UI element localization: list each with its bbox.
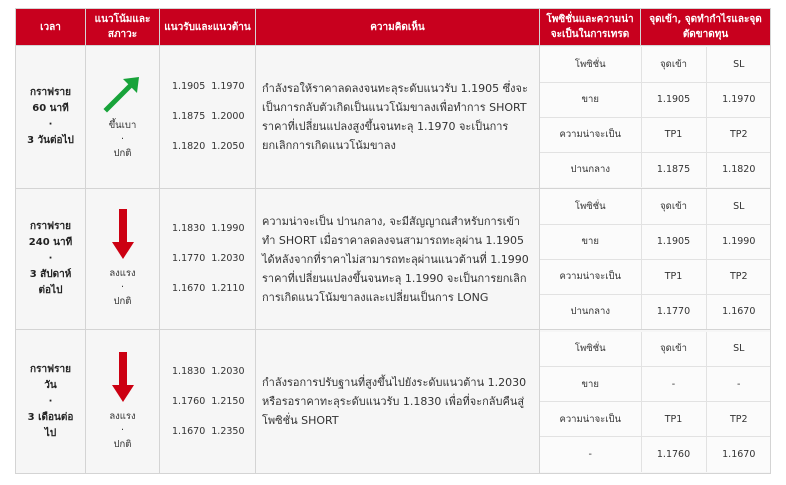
trend-cell: ขึ้นเบา · ปกติ xyxy=(86,46,160,189)
grid-row xyxy=(540,332,771,367)
grid-cell: 1.1670 xyxy=(706,437,771,472)
grid-row xyxy=(540,189,771,224)
trend-label: ลงแรง xyxy=(109,410,136,422)
level-pair xyxy=(160,102,255,132)
grid-cell: 1.1770 xyxy=(641,294,706,329)
level-pair xyxy=(160,72,255,102)
level-value: 1.2030 xyxy=(211,253,245,264)
grid-cell: - xyxy=(706,367,771,402)
position-grid-cell xyxy=(540,189,771,330)
level-pair xyxy=(160,132,255,162)
level-value: 1.1990 xyxy=(211,223,245,234)
trend-label: ลงแรง xyxy=(109,268,136,279)
condition-label: ปกติ xyxy=(113,296,132,307)
position-grid xyxy=(540,47,771,187)
comment-cell: กำลังรอให้ราคาลดลงจนทะลุระดับแนวรับ 1.1905 ซึ่งจะเป็นการกลับตัวเกิดเป็นแนวโน้มขาลงเพื่อทำการ SHORT ราคาที่เปลี่ยนแปลงสูงขึ้นจนทะลุ 1.1970 จะเป็นการยกเลิกการเกิดแนวโน้มขาลง xyxy=(256,46,540,189)
level-pair xyxy=(160,417,255,447)
grid-cell: SL xyxy=(706,47,771,82)
table-row xyxy=(16,46,771,189)
grid-row xyxy=(540,82,771,117)
timeframe-cell: กราฟราย 240 นาที · 3 สัปดาห์ ต่อไป xyxy=(16,189,86,330)
grid-row xyxy=(540,294,771,329)
position-grid xyxy=(540,332,771,472)
level-value: 1.2110 xyxy=(211,283,245,294)
grid-cell: จุดเข้า xyxy=(641,332,706,367)
level-value: 1.1830 xyxy=(172,223,206,234)
grid-row xyxy=(540,367,771,402)
down-arrow-icon xyxy=(111,352,135,404)
grid-row xyxy=(540,402,771,437)
grid-cell: TP2 xyxy=(706,117,771,152)
levels-cell xyxy=(160,189,256,330)
table-row xyxy=(16,330,771,474)
level-value: 1.1905 xyxy=(172,81,206,92)
level-pair xyxy=(160,357,255,387)
grid-cell: 1.1760 xyxy=(641,437,706,472)
grid-row xyxy=(540,152,771,187)
grid-row xyxy=(540,259,771,294)
level-value: 1.2150 xyxy=(211,395,245,407)
grid-cell: ขาย xyxy=(540,367,641,402)
level-value: 1.2050 xyxy=(211,141,245,152)
level-pair xyxy=(160,244,255,274)
grid-cell: ขาย xyxy=(540,82,641,117)
grid-cell: ความน่าจะเป็น xyxy=(540,117,641,152)
level-value: 1.1820 xyxy=(172,141,206,152)
comment-cell: ความน่าจะเป็น ปานกลาง, จะมีสัญญาณสำหรับการเข้าทำ SHORT เมื่อราคาลดลงจนสามารถทะลุผ่าน 1.1905 ได้หลังจากที่ราคาไม่สามารถทะลุผ่านแนวต้านที่ 1.1990 ราคาที่เปลี่ยนแปลงขึ้นจนทะลุ 1.1990 จะเป็นการยกเลิกการเกิดแนวโน้มขาลงและเปลี่ยนเป็นการ LONG xyxy=(256,189,540,330)
grid-cell: ปานกลาง xyxy=(540,294,641,329)
level-value: 1.1875 xyxy=(172,111,206,122)
grid-cell: TP1 xyxy=(641,402,706,437)
condition-label: ปกติ xyxy=(113,148,132,159)
header-time: เวลา xyxy=(16,9,86,46)
grid-cell: SL xyxy=(706,332,771,367)
level-value: 1.2030 xyxy=(211,365,245,377)
grid-row xyxy=(540,47,771,82)
grid-cell: 1.1875 xyxy=(641,152,706,187)
position-grid-cell xyxy=(540,46,771,189)
grid-cell: ความน่าจะเป็น xyxy=(540,259,641,294)
header-trend: แนวโน้มและสภาวะ xyxy=(86,9,160,46)
condition-label: ปกติ xyxy=(113,438,132,450)
grid-cell: โพซิชั่น xyxy=(540,332,641,367)
up-arrow-icon xyxy=(103,73,143,113)
grid-cell: จุดเข้า xyxy=(641,47,706,82)
down-arrow-icon xyxy=(111,209,135,261)
table-row xyxy=(16,189,771,330)
forecast-table xyxy=(15,8,771,474)
timeframe-cell: กราฟราย 60 นาที · 3 วันต่อไป xyxy=(16,46,86,189)
header-levels: แนวรับและแนวต้าน xyxy=(160,9,256,46)
grid-cell: 1.1905 xyxy=(641,224,706,259)
header-targets: จุดเข้า, จุดทำกำไรและจุดตัดขาดทุน xyxy=(641,9,771,46)
trend-cell: ลงแรง · ปกติ xyxy=(86,330,160,474)
grid-cell: ขาย xyxy=(540,224,641,259)
trend-label: ขึ้นเบา xyxy=(108,120,137,131)
grid-cell: โพซิชั่น xyxy=(540,47,641,82)
grid-cell: ปานกลาง xyxy=(540,152,641,187)
levels-cell xyxy=(160,330,256,474)
timeframe-cell: กราฟราย วัน · 3 เดือนต่อ ไป xyxy=(16,330,86,474)
grid-cell: 1.1820 xyxy=(706,152,771,187)
trend-cell: ลงแรง · ปกติ xyxy=(86,189,160,330)
grid-cell: 1.1990 xyxy=(706,224,771,259)
grid-cell: - xyxy=(641,367,706,402)
level-value: 1.1670 xyxy=(172,425,206,437)
header-comment: ความคิดเห็น xyxy=(256,9,540,46)
level-value: 1.2000 xyxy=(211,111,245,122)
position-grid-cell xyxy=(540,330,771,474)
forecast-table-container xyxy=(15,8,770,474)
level-pair xyxy=(160,214,255,244)
grid-row xyxy=(540,437,771,472)
grid-cell: - xyxy=(540,437,641,472)
grid-row xyxy=(540,117,771,152)
grid-row xyxy=(540,224,771,259)
header-position: โพซิชั่นและความน่าจะเป็นในการเทรด xyxy=(540,9,641,46)
level-pair xyxy=(160,274,255,304)
grid-cell: TP1 xyxy=(641,259,706,294)
levels-cell xyxy=(160,46,256,189)
level-value: 1.1770 xyxy=(172,253,206,264)
grid-cell: จุดเข้า xyxy=(641,189,706,224)
level-value: 1.1760 xyxy=(172,395,206,407)
position-grid xyxy=(540,189,771,329)
grid-cell: 1.1670 xyxy=(706,294,771,329)
grid-cell: TP2 xyxy=(706,259,771,294)
grid-cell: 1.1905 xyxy=(641,82,706,117)
comment-cell: กำลังรอการปรับฐานที่สูงขึ้นไปยังระดับแนวต้าน 1.2030 หรือรอราคาทะลุระดับแนวรับ 1.1830 เพื่อที่จะกลับคืนสู่โพซิชั่น SHORT xyxy=(256,330,540,474)
level-pair xyxy=(160,387,255,417)
grid-cell: ความน่าจะเป็น xyxy=(540,402,641,437)
grid-cell: TP2 xyxy=(706,402,771,437)
grid-cell: 1.1970 xyxy=(706,82,771,117)
grid-cell: TP1 xyxy=(641,117,706,152)
header-row xyxy=(16,9,771,46)
level-value: 1.1970 xyxy=(211,81,245,92)
level-value: 1.2350 xyxy=(211,425,245,437)
grid-cell: โพซิชั่น xyxy=(540,189,641,224)
grid-cell: SL xyxy=(706,189,771,224)
level-value: 1.1670 xyxy=(172,283,206,294)
level-value: 1.1830 xyxy=(172,365,206,377)
